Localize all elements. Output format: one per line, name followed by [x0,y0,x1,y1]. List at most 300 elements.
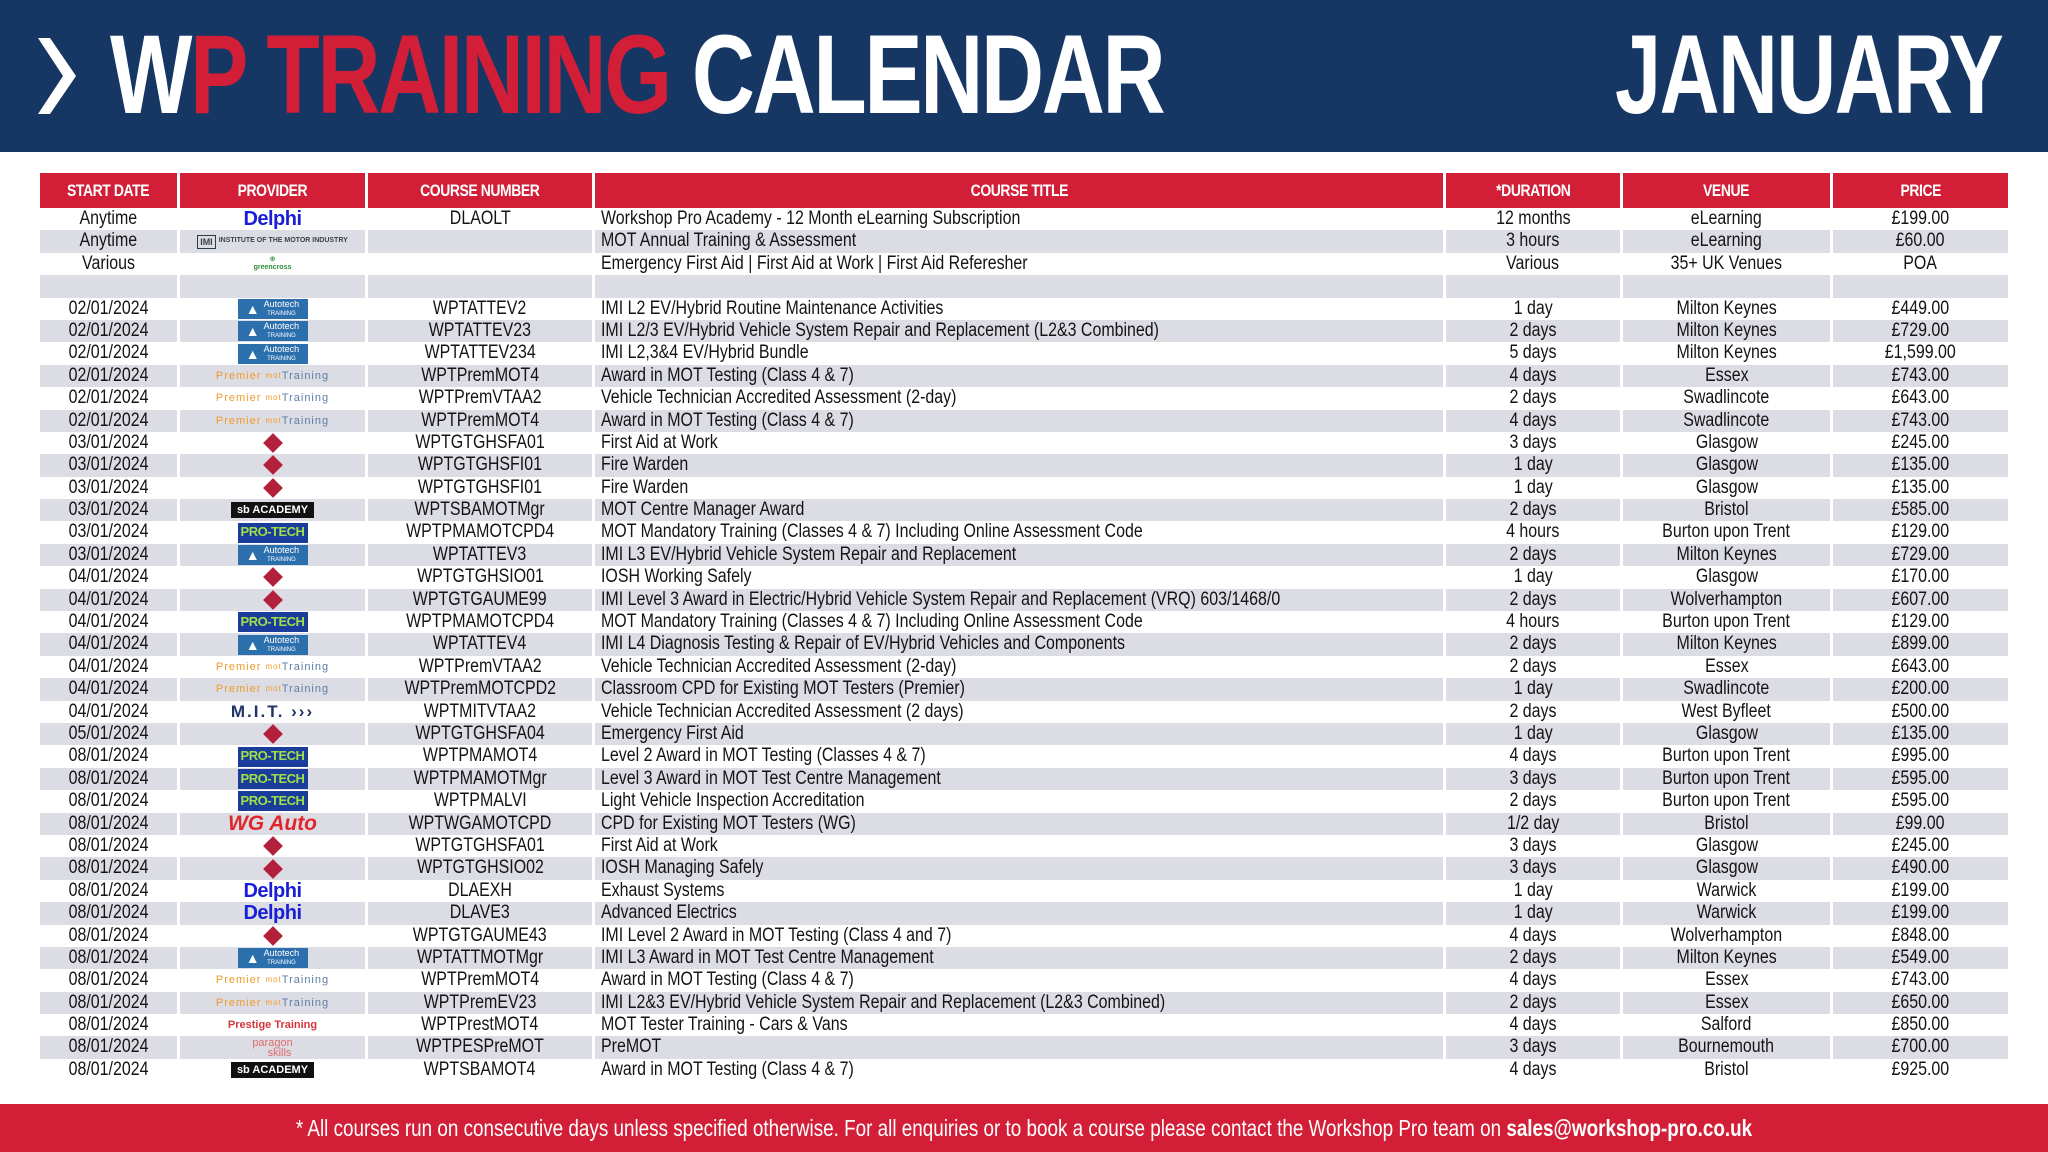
duration-cell: 2 days [1446,589,1620,611]
start-date-cell: 03/01/2024 [68,431,149,453]
venue-cell: Glasgow [1695,431,1758,453]
venue-cell: Burton upon Trent [1662,521,1791,543]
start-date-cell: Anytime [40,230,177,252]
provider-cell [180,835,365,857]
start-date-cell: 03/01/2024 [40,499,177,521]
course-title-cell: Light Vehicle Inspection Accreditation [601,790,865,812]
logo-w: W [110,12,191,137]
course-number-cell: WPTGTGHSFI01 [417,476,543,498]
price-cell: £643.00 [1891,387,1950,409]
provider-cell [180,857,365,879]
provider-cell [180,589,365,611]
table-row [40,633,2008,655]
course-title-cell: Level 2 Award in MOT Testing (Classes 4 & 7) [601,745,926,767]
venue-cell: Swadlincote [1623,678,1830,700]
price-cell: £490.00 [1833,857,2008,879]
start-date-cell: 08/01/2024 [40,768,177,790]
premier-mot-training-logo: Premier mot Training [215,414,330,427]
duration-cell: 5 days [1509,342,1557,364]
start-date-cell: 04/01/2024 [40,633,177,655]
venue-cell: Milton Keynes [1623,947,1830,969]
venue-cell: West Byfleet [1681,700,1772,722]
course-number-cell: WPTPMAMOT4 [422,745,538,767]
delphi-logo: Delphi [243,208,302,230]
table-row [40,768,2008,790]
venue-cell: 35+ UK Venues [1670,252,1783,274]
gtg-logo [266,455,280,475]
start-date-cell: 03/01/2024 [40,454,177,476]
column-header-start-date: START DATE [40,173,177,208]
course-number-cell: DLAOLT [449,208,511,229]
price-cell: £449.00 [1891,297,1950,319]
provider-cell [180,813,365,835]
course-title-cell: CPD for Existing MOT Testers (WG) [595,813,1443,835]
gtg-logo [266,590,280,610]
venue-cell: Glasgow [1623,454,1830,476]
page-header [0,0,2048,152]
delphi-logo: Delphi [243,879,302,902]
course-title-cell: Vehicle Technician Accredited Assessment (2-day) [601,387,957,409]
course-title-cell: Workshop Pro Academy - 12 Month eLearning Subscription [601,208,1021,229]
course-title-cell: Award in MOT Testing (Class 4 & 7) [595,365,1443,387]
autotech-logo: ▲ Autotech TRAINING [238,545,308,565]
duration-cell: 3 days [1446,768,1620,790]
duration-cell: 1/2 day [1446,813,1620,835]
course-number-cell: WPTGTGHSFA01 [415,834,545,856]
provider-cell [180,253,365,275]
duration-cell: 1 day [1446,902,1620,924]
gtg-logo [266,836,280,856]
course-number-cell: WPTPrestMOT4 [421,1014,539,1036]
course-number-cell: WPTGTGHSFA01 [415,431,545,453]
price-cell: £607.00 [1833,589,2008,611]
course-title-cell: IMI L3 Award in MOT Test Centre Management [595,947,1443,969]
start-date-cell: 02/01/2024 [40,410,177,432]
price-cell: £199.00 [1833,902,2008,924]
duration-cell: 4 days [1446,410,1620,432]
table-row [40,432,2008,454]
delphi-logo: Delphi [243,902,302,925]
course-number-cell: WPTGTGHSFI01 [368,454,592,476]
course-number-cell: WPTPremMOTCPD2 [368,678,592,700]
autotech-logo: ▲ Autotech TRAINING [238,344,308,364]
table-row [40,477,2008,499]
price-cell: £595.00 [1833,768,2008,790]
protech-logo: PRO-TECH [238,523,308,543]
protech-logo: PRO-TECH [238,612,308,632]
price-cell: £743.00 [1891,969,1950,991]
duration-cell: 1 day [1513,297,1553,319]
duration-cell: 2 days [1446,544,1620,566]
venue-cell [1623,275,1830,297]
provider-cell [180,521,365,543]
price-cell: £595.00 [1891,790,1950,812]
course-title-cell: Classroom CPD for Existing MOT Testers (Premier) [595,678,1443,700]
venue-cell: Glasgow [1623,857,1830,879]
price-cell: POA [1903,252,1938,274]
venue-cell: Bournemouth [1623,1036,1830,1058]
table-row [40,857,2008,879]
table-row [40,992,2008,1014]
month-label: JANUARY [1614,12,2002,137]
gtg-logo [266,433,280,453]
logo-p: P [190,12,245,137]
provider-cell [180,902,365,924]
venue-cell: Salford [1701,1014,1752,1036]
price-cell: £99.00 [1833,813,2008,835]
duration-cell: 4 days [1446,365,1620,387]
provider-cell [180,477,365,499]
duration-cell: 3 hours [1446,230,1620,252]
venue-cell: Essex [1704,655,1749,677]
table-body [40,208,2008,1081]
duration-cell: Various [1506,252,1560,274]
price-cell: £585.00 [1833,499,2008,521]
price-cell: £743.00 [1833,365,2008,387]
premier-mot-training-logo: Premier mot Training [215,392,330,405]
venue-cell: Essex [1623,365,1830,387]
gtg-logo [266,859,280,879]
duration-cell: 1 day [1513,476,1553,498]
price-cell: £170.00 [1891,566,1950,588]
price-cell: £199.00 [1891,879,1950,901]
table-row [40,544,2008,566]
course-title-cell [595,275,1443,297]
course-number-cell [368,275,592,297]
table-row [40,521,2008,543]
duration-cell: 1 day [1446,723,1620,745]
start-date-cell: 04/01/2024 [40,678,177,700]
table-header-row [40,173,2008,208]
course-title-cell: IMI L4 Diagnosis Testing & Repair of EV/Hybrid Vehicles and Components [595,633,1443,655]
premier-mot-training-logo: Premier mot Training [215,660,330,673]
provider-cell [180,969,365,991]
table-row [40,387,2008,409]
course-number-cell: WPTPMAMOTCPD4 [405,521,555,543]
start-date-cell: 08/01/2024 [68,1014,149,1036]
start-date-cell: Anytime [79,208,138,229]
start-date-cell: 04/01/2024 [68,611,149,633]
course-title-cell: Award in MOT Testing (Class 4 & 7) [595,410,1443,432]
venue-cell: Wolverhampton [1623,589,1830,611]
venue-cell: Burton upon Trent [1662,611,1791,633]
duration-cell: 4 days [1509,924,1557,946]
provider-cell [180,544,365,566]
price-cell: £643.00 [1891,655,1950,677]
mit-logo: M.I.T. ››› [230,701,315,721]
venue-cell: Milton Keynes [1623,633,1830,655]
provider-cell [180,454,365,476]
premier-mot-training-logo: Premier mot Training [215,369,330,382]
title-calendar: CALENDAR [691,12,1164,137]
duration-cell: 3 days [1446,1036,1620,1058]
venue-cell: Warwick [1696,879,1757,901]
course-number-cell: WPTSBAMOTMgr [368,499,592,521]
table-row [40,835,2008,857]
venue-cell: Wolverhampton [1670,924,1783,946]
course-number-cell: DLAEXH [448,879,512,901]
course-number-cell: WPTATTEV2 [433,297,527,319]
course-title-cell: Vehicle Technician Accredited Assessment (2 days) [601,700,964,722]
venue-cell: Swadlincote [1623,410,1830,432]
protech-logo: PRO-TECH [238,769,308,789]
venue-cell: Essex [1623,992,1830,1014]
gtg-logo [266,478,280,498]
sb-automotive-academy-logo: sb ACADEMY [231,502,314,518]
course-title-cell: IOSH Managing Safely [595,857,1443,879]
table-row [40,410,2008,432]
start-date-cell: 08/01/2024 [68,879,149,901]
course-number-cell: WPTMITVTAA2 [423,700,537,722]
price-cell: £729.00 [1833,544,2008,566]
course-title-cell: Advanced Electrics [595,902,1443,924]
price-cell [1833,275,2008,297]
course-number-cell: WPTPremMOT4 [368,365,592,387]
column-header-duration: *DURATION [1446,173,1620,208]
start-date-cell: 08/01/2024 [40,902,177,924]
duration-cell: 2 days [1446,320,1620,342]
provider-cell [180,432,365,454]
duration-cell: 3 days [1509,834,1557,856]
course-title-cell: Level 3 Award in MOT Test Centre Management [595,768,1443,790]
course-number-cell: WPTSBAMOT4 [424,1058,536,1080]
table-row [40,230,2008,252]
greencross-logo: ⊕ greencross [253,255,292,271]
table-row [40,320,2008,342]
course-number-cell [368,253,592,275]
course-number-cell: DLAVE3 [368,902,592,924]
table-row [40,745,2008,767]
provider-cell [180,611,365,633]
duration-cell: 1 day [1513,879,1553,901]
price-cell: £199.00 [1891,208,1950,229]
venue-cell: Essex [1704,969,1749,991]
provider-cell [180,768,365,790]
table-row [40,1014,2008,1036]
provider-cell [180,701,365,723]
protech-logo: PRO-TECH [238,747,308,767]
gtg-logo [266,926,280,946]
course-number-cell: WPTWGAMOTCPD [368,813,592,835]
course-title-cell: First Aid at Work [601,834,718,856]
duration-cell: 2 days [1509,655,1557,677]
price-cell: £700.00 [1833,1036,2008,1058]
course-number-cell: WPTATTEV3 [368,544,592,566]
duration-cell: 2 days [1509,700,1557,722]
course-number-cell: WPTPMALVI [433,790,527,812]
table-row [40,566,2008,588]
duration-cell: 1 day [1446,454,1620,476]
venue-cell: Glasgow [1623,723,1830,745]
provider-cell [180,208,365,230]
table-row [40,947,2008,969]
provider-cell [180,275,365,297]
autotech-logo: ▲ Autotech TRAINING [238,948,308,968]
table-row [40,454,2008,476]
course-title-cell: Award in MOT Testing (Class 4 & 7) [601,969,854,991]
provider-cell [180,410,365,432]
price-cell: £500.00 [1891,700,1950,722]
table-row [40,275,2008,297]
duration-cell: 4 days [1509,1058,1557,1080]
price-cell: £743.00 [1833,410,2008,432]
provider-cell [180,566,365,588]
course-number-cell: WPTGTGHSFA04 [368,723,592,745]
course-title-cell: Vehicle Technician Accredited Assessment (2-day) [601,655,957,677]
price-cell: £899.00 [1833,633,2008,655]
price-cell: £60.00 [1833,230,2008,252]
provider-cell [180,745,365,767]
table-row [40,253,2008,275]
column-header-course-title: COURSE TITLE [595,173,1443,208]
duration-cell: 12 months [1495,208,1571,229]
column-header-provider: PROVIDER [180,173,365,208]
course-title-cell: MOT Tester Training - Cars & Vans [601,1014,848,1036]
duration-cell: 2 days [1446,947,1620,969]
provider-cell [180,1036,365,1058]
table-row [40,1036,2008,1058]
course-number-cell: WPTPMAMOTMgr [368,768,592,790]
venue-cell: eLearning [1690,208,1763,229]
price-cell: £245.00 [1891,834,1950,856]
course-number-cell: WPTGTGAUME99 [368,589,592,611]
provider-cell [180,992,365,1014]
column-header-course-number: COURSE NUMBER [368,173,592,208]
start-date-cell: 02/01/2024 [68,342,149,364]
table-row [40,1059,2008,1081]
duration-cell: 3 days [1509,431,1557,453]
start-date-cell: 04/01/2024 [68,566,149,588]
duration-cell: 4 hours [1506,611,1560,633]
title-training: TRAINING [266,12,670,137]
table-row [40,208,2008,230]
course-number-cell: WPTPMAMOTCPD4 [405,611,555,633]
table-row [40,678,2008,700]
course-title-cell: First Aid at Work [601,431,718,453]
provider-cell [180,880,365,902]
venue-cell: Glasgow [1695,476,1758,498]
duration-cell: 1 day [1446,678,1620,700]
start-date-cell: 08/01/2024 [40,992,177,1014]
start-date-cell: 04/01/2024 [40,589,177,611]
start-date-cell: 08/01/2024 [68,745,149,767]
course-number-cell: WPTPremMOT4 [368,410,592,432]
autotech-logo: ▲ Autotech TRAINING [238,299,308,319]
autotech-logo: ▲ Autotech TRAINING [238,321,308,341]
start-date-cell: 08/01/2024 [68,1058,149,1080]
table-row [40,880,2008,902]
duration-cell: 4 days [1509,745,1557,767]
provider-cell [180,387,365,409]
table-row [40,723,2008,745]
table-row [40,701,2008,723]
page-title [110,12,1164,137]
prestige-training-logo: Prestige Training [227,1019,318,1032]
duration-cell: 4 days [1509,969,1557,991]
start-date-cell: 03/01/2024 [68,476,149,498]
course-number-cell: WPTPESPreMOT [368,1036,592,1058]
course-number-cell: WPTGTGHSIO01 [416,566,544,588]
provider-cell [180,365,365,387]
start-date-cell: 08/01/2024 [40,857,177,879]
venue-cell: Bristol [1704,1058,1749,1080]
premier-mot-training-logo: Premier mot Training [215,683,330,696]
duration-cell: 3 days [1446,857,1620,879]
start-date-cell [40,275,177,297]
table-row [40,656,2008,678]
start-date-cell: 02/01/2024 [40,320,177,342]
provider-cell [180,298,365,320]
course-title-cell: Fire Warden [601,476,689,498]
start-date-cell: 08/01/2024 [68,924,149,946]
course-title-cell: IMI L2/3 EV/Hybrid Vehicle System Repair and Replacement (L2&3 Combined) [595,320,1443,342]
venue-cell: Bristol [1623,499,1830,521]
provider-cell [180,723,365,745]
gtg-logo [266,567,280,587]
price-cell: £995.00 [1891,745,1950,767]
price-cell: £135.00 [1891,476,1950,498]
course-title-cell: IMI Level 2 Award in MOT Testing (Class 4 and 7) [601,924,952,946]
course-number-cell [368,230,592,252]
duration-cell: 2 days [1446,992,1620,1014]
table-row [40,925,2008,947]
duration-cell: 2 days [1446,633,1620,655]
venue-cell: Milton Keynes [1676,342,1777,364]
course-number-cell: WPTATTMOTMgr [368,947,592,969]
course-title-cell: IMI L3 EV/Hybrid Vehicle System Repair and Replacement [595,544,1443,566]
course-title-cell: PreMOT [595,1036,1443,1058]
price-cell: £549.00 [1833,947,2008,969]
price-cell: £129.00 [1891,611,1950,633]
provider-cell [180,320,365,342]
course-number-cell: WPTATTEV234 [424,342,536,364]
provider-cell [180,633,365,655]
course-title-cell: IMI L2 EV/Hybrid Routine Maintenance Activities [601,297,944,319]
venue-cell: Burton upon Trent [1662,745,1791,767]
start-date-cell: 02/01/2024 [40,365,177,387]
duration-cell: 4 hours [1506,521,1560,543]
duration-cell: 2 days [1509,387,1557,409]
provider-cell [180,230,365,252]
venue-cell: Glasgow [1695,566,1758,588]
duration-cell: 4 days [1509,1014,1557,1036]
start-date-cell: 08/01/2024 [68,834,149,856]
course-title-cell: IMI Level 3 Award in Electric/Hybrid Vehicle System Repair and Replacement (VRQ) 603/1468/0 [595,589,1443,611]
premier-mot-training-logo: Premier mot Training [215,974,330,987]
table-row [40,969,2008,991]
provider-cell [180,790,365,812]
venue-cell: Milton Keynes [1623,320,1830,342]
sb-automotive-academy-logo: sb ACADEMY [231,1062,314,1078]
price-cell: £135.00 [1833,454,2008,476]
autotech-logo: ▲ Autotech TRAINING [238,635,308,655]
provider-cell [180,499,365,521]
course-title-cell: Award in MOT Testing (Class 4 & 7) [601,1058,854,1080]
start-date-cell: 04/01/2024 [68,700,149,722]
course-title-cell: Emergency First Aid [595,723,1443,745]
start-date-cell: 08/01/2024 [40,1036,177,1058]
contact-email-link[interactable]: sales@workshop-pro.co.uk [1506,1114,1753,1141]
price-cell: £129.00 [1891,521,1950,543]
course-title-cell: IMI L2,3&4 EV/Hybrid Bundle [601,342,809,364]
course-title-cell: Exhaust Systems [601,879,725,901]
chevron-right-icon [36,36,78,116]
start-date-cell: 05/01/2024 [40,723,177,745]
venue-cell: Warwick [1623,902,1830,924]
column-header-price: PRICE [1833,173,2008,208]
start-date-cell: Various [82,252,135,274]
start-date-cell: 03/01/2024 [68,521,149,543]
